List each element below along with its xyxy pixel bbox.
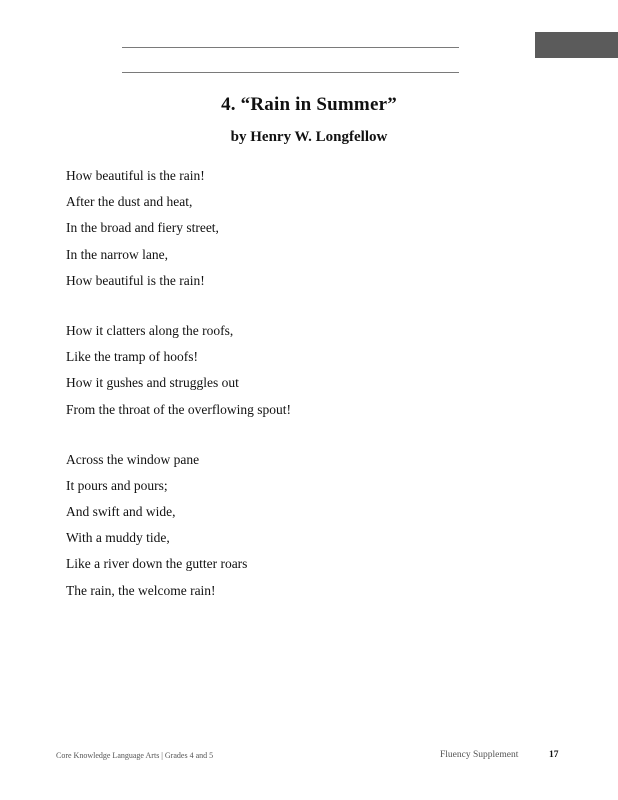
- poem-line: How beautiful is the rain!: [66, 168, 205, 183]
- poem-line: From the throat of the overflowing spout!: [66, 401, 291, 417]
- poem-stanza-1: [66, 166, 546, 297]
- poem-line: In the broad and fiery street,: [66, 220, 219, 236]
- poem-body: [66, 166, 546, 631]
- poem-line: With a muddy tide,: [66, 530, 170, 546]
- poem-line: Across the window pane: [66, 451, 200, 467]
- poem-line: After the dust and heat,: [66, 194, 193, 210]
- poem-line: And swift and wide,: [66, 504, 176, 520]
- poem-line: The rain, the welcome rain!: [66, 582, 216, 598]
- poem-stanza-2: [66, 321, 546, 426]
- poem-title: 4. “Rain in Summer”: [221, 94, 397, 115]
- poem-line: In the narrow lane,: [66, 246, 168, 262]
- footer-series-label: Core Knowledge Language Arts | Grades 4 and 5: [56, 751, 214, 760]
- poem-line: It pours and pours;: [66, 477, 168, 493]
- poem-line: How beautiful is the rain!: [66, 272, 205, 288]
- date-write-line: [122, 72, 459, 73]
- page-number: 17: [549, 750, 559, 760]
- poem-byline: by Henry W. Longfellow: [230, 129, 388, 145]
- poem-stanza-3: [66, 450, 546, 607]
- footer-section-label: Fluency Supplement: [440, 750, 519, 760]
- poem-line: Like a river down the gutter roars: [66, 556, 248, 572]
- poem-line: How it clatters along the roofs,: [66, 322, 234, 338]
- name-write-line: [122, 47, 459, 48]
- poem-line: Like the tramp of hoofs!: [66, 349, 198, 365]
- poem-line: How it gushes and struggles out: [66, 375, 239, 391]
- corner-tab: [535, 32, 618, 58]
